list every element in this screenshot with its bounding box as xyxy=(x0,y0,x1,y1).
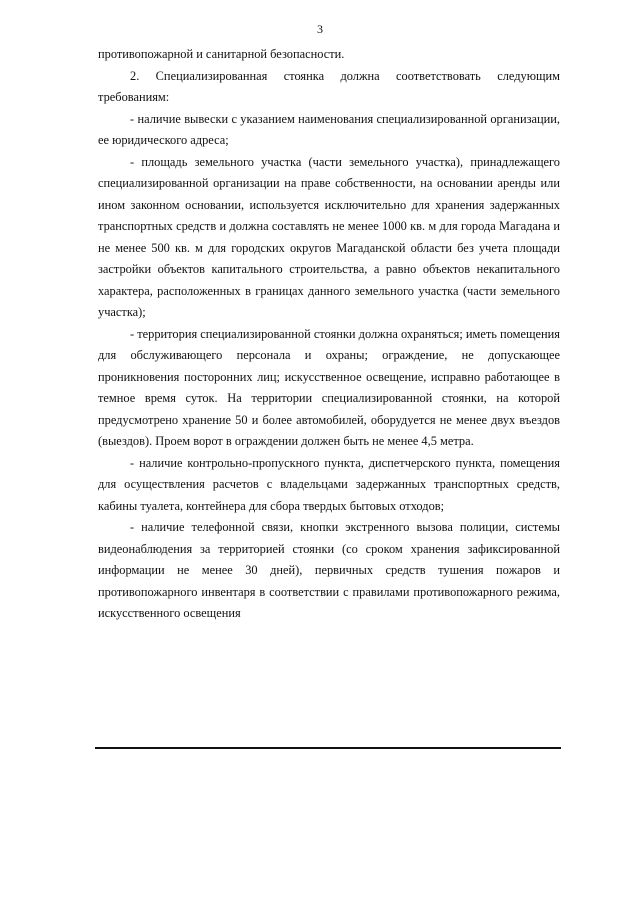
page-number: 3 xyxy=(317,22,323,36)
paragraph-continuation: противопожарной и санитарной безопасности. xyxy=(98,47,345,61)
paragraph-land-area: - площадь земельного участка (части земельного участка), принадлежащего специализированной организации на праве собственности, на основании аренды или ином законном основании, используется исключительно для хранения задержанных транспортных средств и должна составлять не менее 1000 кв. м для города Магадана и не менее 500 кв. м для городских округов Магаданской области без учета площади застройки объектов капитального строительства, а равно объектов некапитального характера, расположенных в границах данного земельного участка (части земельного участка); xyxy=(98,154,560,319)
paragraph-communications: - наличие телефонной связи, кнопки экстренного вызова полиции, системы видеонаблюдения за территорией стоянки (со сроком хранения зафиксированной информации не менее 30 дней), первичных средств тушения пожаров и противопожарного инвентаря в соответствии с правилами противопожарного режима, искусственного освещения xyxy=(98,520,560,620)
paragraph-requirements-intro: 2. Специализированная стоянка должна соответствовать следующим требованиям: xyxy=(98,68,560,104)
separator-line xyxy=(95,747,561,749)
paragraph-territory-security: - территория специализированной стоянки должна охраняться; иметь помещения для обслуживающего персонала и охраны; ограждение, не допускающее проникновения посторонних лиц; искусственное освещение, исправно работающее в темное время суток. На территории специализированной стоянки, на которой предусмотрено хранение 50 и более автомобилей, оборудуется не менее двух въездов (выездов). Проем ворот в ограждении должен быть не менее 4,5 метра. xyxy=(98,326,560,448)
document-body xyxy=(98,44,560,625)
paragraph-signboard: - наличие вывески с указанием наименования специализированной организации, ее юридического адреса; xyxy=(98,111,560,147)
paragraph-checkpoint: - наличие контрольно-пропускного пункта, диспетчерского пункта, помещения для осуществления расчетов с владельцами задержанных транспортных средств, кабины туалета, контейнера для сбора твердых бытовых отходов; xyxy=(98,455,560,513)
